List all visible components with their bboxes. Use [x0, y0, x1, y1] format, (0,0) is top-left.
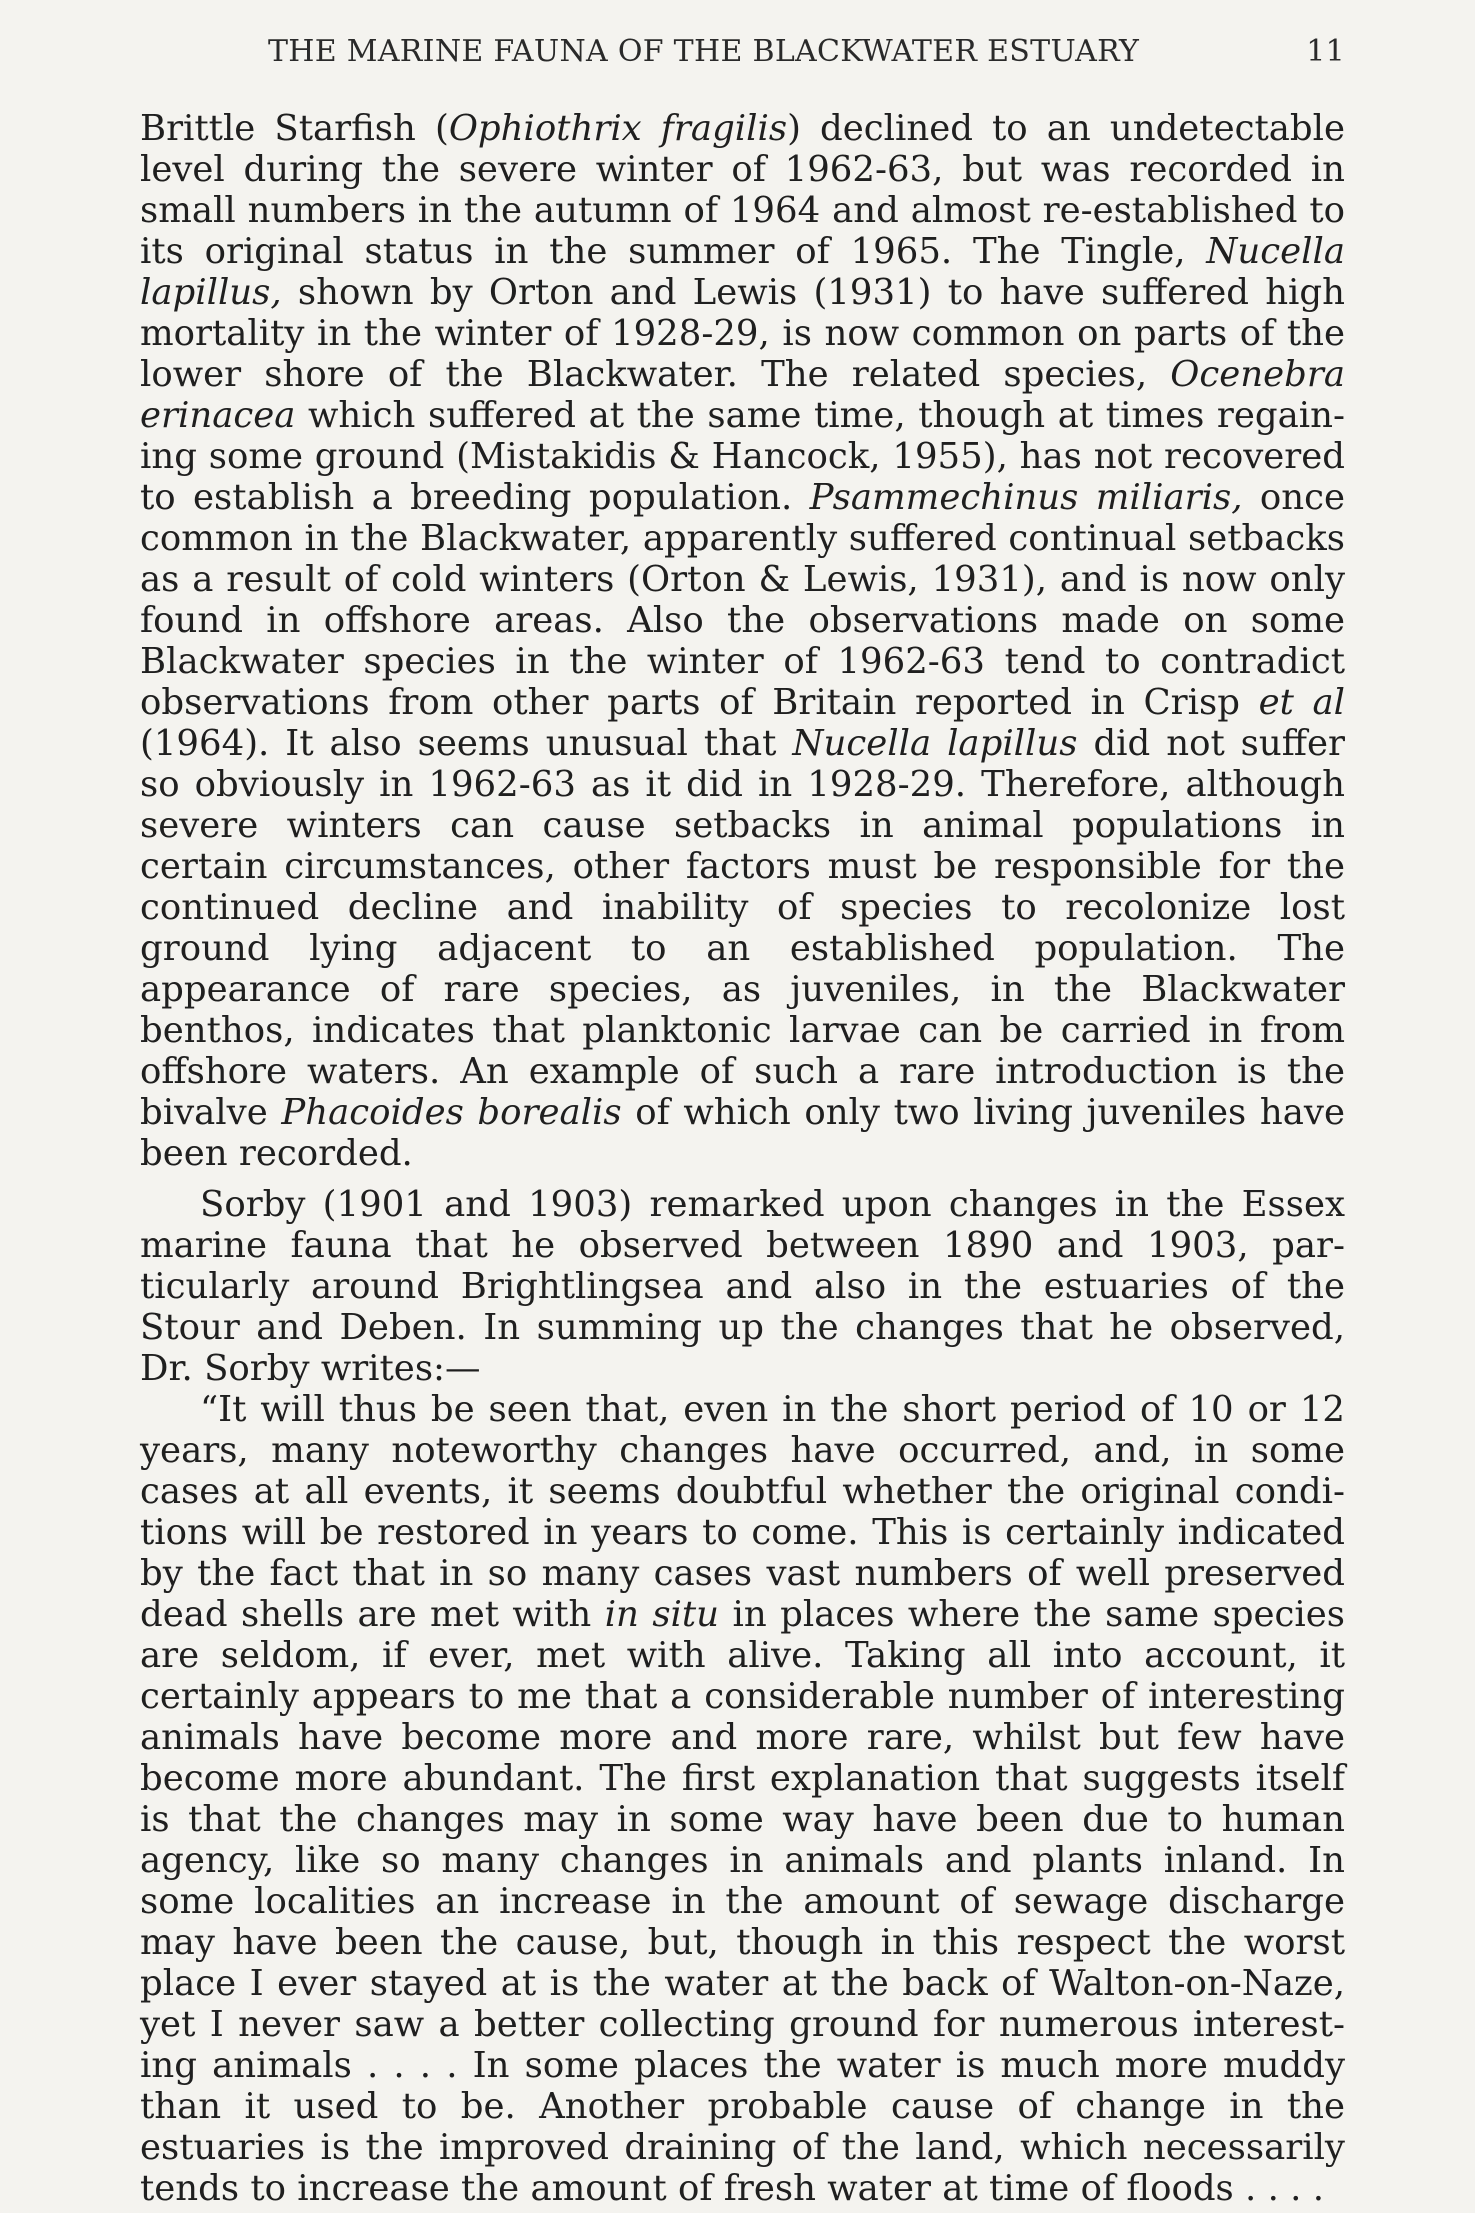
body-text	[140, 108, 1345, 2209]
paragraph-quotation	[140, 1389, 1345, 2209]
text-run: shown by Orton and Lewis (1931) to have suffered high mortality in the winter of 1928-29, is now common on parts of the lower shore of the Blackwater. The related species,	[140, 272, 1345, 395]
italic-text: Nucella lapillus	[792, 723, 1078, 764]
text-run: Brittle Starfish (	[140, 108, 449, 149]
running-title: THE MARINE FAUNA OF THE BLACKWATER ESTUARY	[268, 34, 1140, 69]
italic-text: Psammechinus miliaris,	[809, 477, 1243, 518]
italic-text: in situ	[604, 1594, 720, 1635]
text-run: “It will thus be seen that, even in the short period of 10 or 12 years, many noteworthy changes have occurred, and, in some cases at all events, it seems doubtful whether the original conditions will be restored in years to come. This is certainly indicated by the fact that in so many cases vast numbers of well preserved dead shells are met with	[140, 1389, 1345, 1635]
italic-text: Nucella lapillus,	[140, 231, 1345, 313]
italic-text: Ophiothrix fragilis	[448, 108, 788, 149]
paragraph-sorby	[140, 1184, 1345, 1389]
text-run: of which only two living juveniles have been recorded.	[140, 1092, 1345, 1174]
italic-text: Phacoides borealis	[281, 1092, 622, 1133]
italic-text: Ocenebra erinacea	[140, 354, 1345, 436]
text-run: ) declined to an undetectable level during the severe winter of 1962-63, but was recorded in small numbers in the autumn of 1964 and almost re-established to its original status in the summer of 1965. The Tingle,	[140, 108, 1345, 272]
page-number: 11	[1306, 34, 1345, 69]
italic-text: et al	[1258, 682, 1345, 723]
text-run: which suffered at the same time, though at times regaining some ground (Mistakidis & Hancock, 1955), has not recovered to establish a breeding population.	[140, 395, 1345, 518]
text-run: Sorby (1901 and 1903) remarked upon changes in the Essex marine fauna that he observed between 1890 and 1903, particularly around Brightlingsea and also in the estuaries of the Stour and Deben. In summing up the changes that he observed, Dr. Sorby writes:—	[140, 1184, 1345, 1389]
running-head	[140, 34, 1345, 74]
paragraph-continuation	[140, 108, 1345, 1174]
text-run: in places where the same species are seldom, if ever, met with alive. Taking all into account, it certainly appears to me that a considerable number of interesting animals have become more and more rare, whilst but few have become more abundant. The first explanation that suggests itself is that the changes may in some way have been due to human agency, like so many changes in animals and plants inland. In some localities an increase in the amount of sewage discharge may have been the cause, but, though in this respect the worst place I ever stayed at is the water at the back of Walton-on-Naze, yet I never saw a better collecting ground for numerous interesting animals . . . . In some places the water is much more muddy than it used to be. Another probable cause of change in the estuaries is the improved draining of the land, which necessarily tends to increase the amount of fresh water at time of floods . . . .	[140, 1594, 1345, 2209]
text-run: (1964). It also seems unusual that	[140, 723, 793, 764]
text-run: did not suffer so obviously in 1962-63 as it did in 1928-29. Therefore, although severe winters can cause setbacks in animal populations in certain circumstances, other factors must be responsible for the continued decline and inability of species to recolonize lost ground lying adjacent to an established population. The appearance of rare species, as juveniles, in the Blackwater benthos, indicates that planktonic larvae can be carried in from offshore waters. An example of such a rare introduction is the bivalve	[140, 723, 1345, 1133]
text-run: once common in the Blackwater, apparently suffered continual setbacks as a result of cold winters (Orton & Lewis, 1931), and is now only found in offshore areas. Also the observations made on some Blackwater species in the winter of 1962-63 tend to contradict observations from other parts of Britain reported in Crisp	[140, 477, 1346, 723]
